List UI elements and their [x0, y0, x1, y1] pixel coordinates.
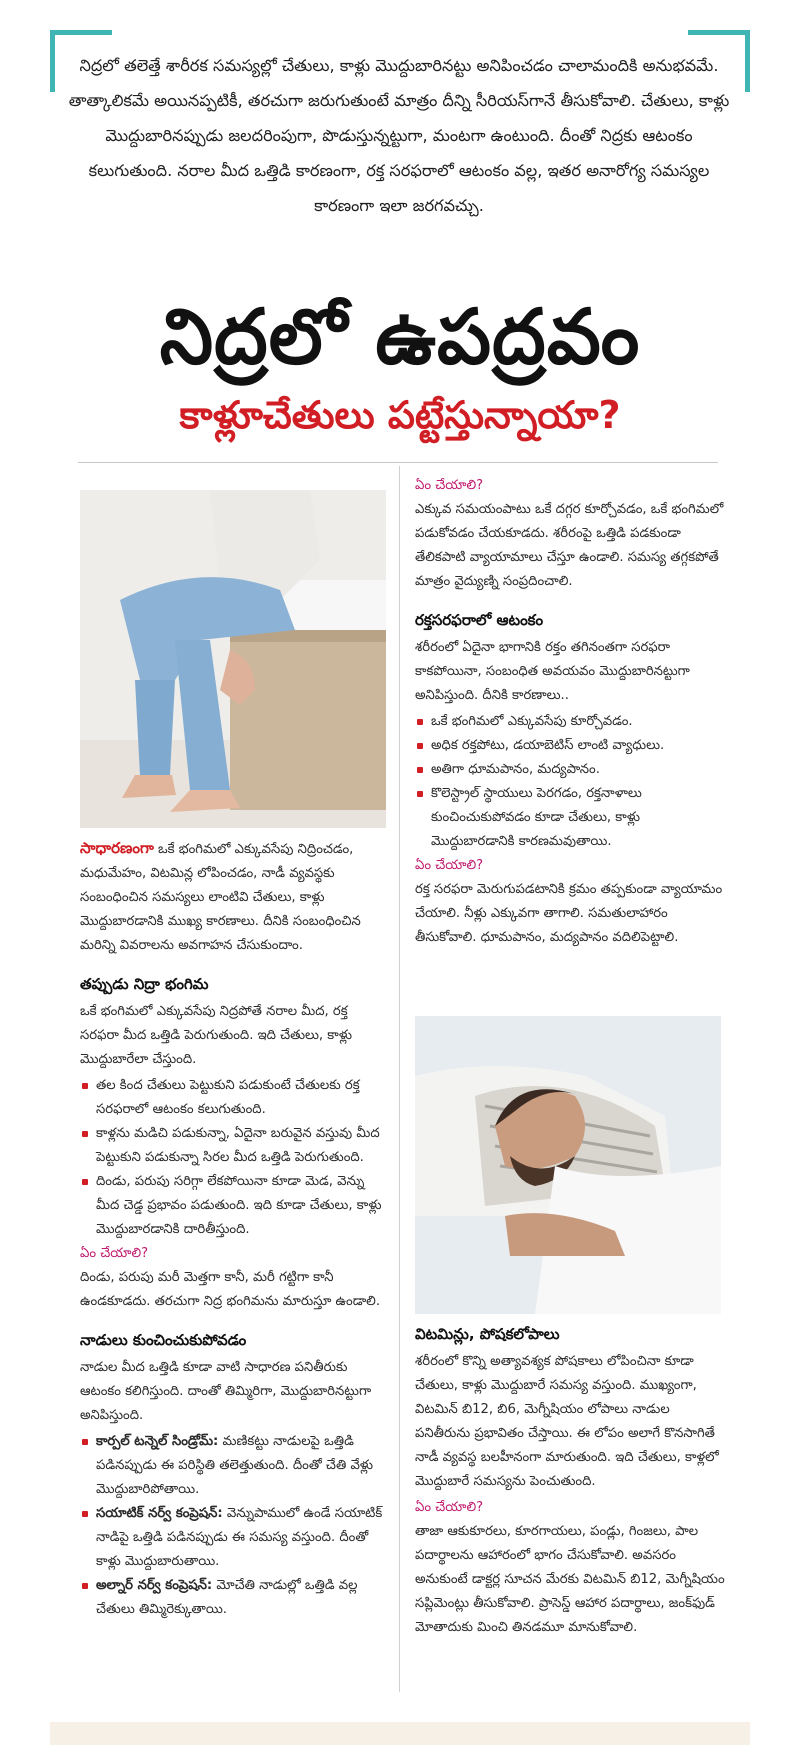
list-item: ఒకే భంగిమలో ఎక్కువసేపు కూర్చోవడం.	[415, 710, 725, 734]
term-text: మోచేతి నాడుల్లో ఒత్తిడి వల్ల చేతులు తిమ్మిరెక్కుతాయి.	[96, 1578, 358, 1617]
photo-man-sleeping	[415, 1016, 721, 1314]
footer-band	[50, 1722, 750, 1745]
list-item: అతిగా ధూమపానం, మద్యపానం.	[415, 758, 725, 782]
section-body-vitamins: శరీరంలో కొన్ని అత్యావశ్యక పోషకాలు లోపించినా కూడా చేతులు, కాళ్లు మొద్దుబారే సమస్య వస్తుంది. ముఖ్యంగా, విటమిన్ బి12, బి6, మెగ్నీషియం లోపాలు నాడుల పనితీరును ప్రభావితం చేస్తాయి. ఈ లోపం అలాగే కొనసాగితే నాడీ వ్యవస్థ బలహీనంగా మారుతుంది. ఇది చేతులు, కాళ్లలో మొద్దుబారే సమస్యను పెంచుతుంది.	[415, 1354, 719, 1489]
left-intro-text: ఒకే భంగిమలో ఎక్కువసేపు నిద్రించడం, మధుమేహం, విటమిన్ల లోపించడం, నాడీ వ్యవస్థకు సంబంధించిన సమస్యలు లాంటివి చేతులు, కాళ్లు మొద్దుబారడానికి ముఖ్య కారణాలు. దీనికి సంబంధించిన మరిన్ని వివరాలను అవగాహన చేసుకుందాం.	[80, 842, 361, 953]
list-item	[80, 1574, 390, 1622]
term-label: కార్పల్ టన్నెల్ సిండ్రోమ్:	[96, 1434, 219, 1449]
term-text: మణికట్టు నాడులపై ఒత్తిడి పడినప్పుడు ఈ పరిస్థితి తలెత్తుతుంది. దీంతో చేతి వేళ్లు మొద్దుబారిపోతాయి.	[96, 1434, 373, 1497]
headline: నిద్రలో ఉపద్రవం	[159, 292, 641, 381]
right-column-lower	[415, 1318, 725, 1642]
what-to-do-label: ఏం చేయాలి?	[80, 1246, 149, 1261]
subheadline: కాళ్లూచేతులు పట్టేస్తున్నాయా?	[179, 393, 621, 437]
section-title-nerve-compression: నాడులు కుంచించుకుపోవడం	[80, 1331, 247, 1349]
blood-supply-bullet-list	[415, 710, 725, 854]
what-to-do-label: ఏం చేయాలి?	[415, 858, 484, 873]
intro-paragraph: నిద్రలో తలెత్తే శారీరక సమస్యల్లో చేతులు, కాళ్లు మొద్దుబారినట్టు అనిపించడం చాలామందికి అనుభవమే. తాత్కాలికమే అయినప్పటికీ, తరచుగా జరుగుతుంటే మాత్రం దీన్ని సీరియస్‌గానే తీసుకోవాలి. చేతులు, కాళ్లు మొద్దుబారినప్పుడు జలదరింపుగా, పొడుస్తున్నట్టుగా, మంటగా ఉంటుంది. దీంతో నిద్రకు ఆటంకం కలుగుతుంది. నరాల మీద ఒత్తిడి కారణంగా, రక్త సరఫరాలో ఆటంకం వల్ల, ఇతర అనారోగ్య సమస్యల కారణంగా ఇలా జరగవచ్చు.	[68, 56, 730, 215]
what-to-do-text: తాజా ఆకుకూరలు, కూరగాయలు, పండ్లు, గింజలు, పాల పదార్థాలను ఆహారంలో భాగం చేసుకోవాలి. అవసరం అనుకుంటే డాక్టర్ల సూచన మేరకు విటమిన్ బి12, మెగ్నీషియం సప్లిమెంట్లు తీసుకోవాలి. ప్రాసెస్డ్ ఆహార పదార్థాలు, జంక్‌ఫుడ్ మోతాదుకు మించి తినడమూ మానుకోవాలి.	[415, 1524, 725, 1635]
left-intro-paragraph	[80, 836, 390, 958]
what-to-do-text: రక్త సరఫరా మెరుగుపడటానికి క్రమం తప్పకుండా వ్యాయామం చేయాలి. నీళ్లు ఎక్కువగా తాగాలి. సమతులాహారం తీసుకోవాలి. ధూమపానం, మద్యపానం వదిలిపెట్టాలి.	[415, 882, 723, 945]
corner-bracket-top-left-h	[50, 30, 112, 35]
list-item: అధిక రక్తపోటు, డయాబెటిస్ లాంటి వ్యాధులు.	[415, 734, 725, 758]
nerve-bullet-list	[80, 1430, 390, 1622]
what-to-do-text: దిండు, పరుపు మరీ మెత్తగా కానీ, మరీ గట్టిగా కానీ ఉండకూడదు. తరచుగా నిద్ర భంగిమను మారుస్తూ ఉండాలి.	[80, 1270, 381, 1309]
corner-bracket-top-left-v	[50, 30, 55, 92]
list-item: తల కింద చేతులు పెట్టుకుని పడుకుంటే చేతులకు రక్త సరఫరాలో ఆటంకం కలుగుతుంది.	[80, 1074, 390, 1122]
section-title-vitamins: విటమిన్లు, పోషకలోపాలు	[415, 1325, 560, 1343]
list-item	[80, 1430, 390, 1502]
list-item: కొలెస్ట్రాల్ స్థాయులు పెరగడం, రక్తనాళాలు కుంచించుకుపోవడం కూడా చేతులు, కాళ్లు మొద్దుబారడానికి కారణమవుతాయి.	[415, 782, 725, 854]
term-label: అల్నార్ నర్వ్ కంప్రెషన్:	[96, 1578, 213, 1593]
term-label: సయాటిక్ నర్వ్ కంప్రెషన్:	[96, 1506, 223, 1521]
posture-bullet-list	[80, 1074, 390, 1242]
section-body-blood-supply: శరీరంలో ఏదైనా భాగానికి రక్తం తగినంతగా సరఫరా కాకపోయినా, సంబంధిత అవయవం మొద్దుబారినట్టుగా అనిపిస్తుంది. దీనికి కారణాలు..	[415, 640, 690, 703]
section-body-nerve-compression: నాడుల మీద ఒత్తిడి కూడా వాటి సాధారణ పనితీరుకు ఆటంకం కలిగిస్తుంది. దాంతో తిమ్మిరిగా, మొద్దుబారినట్టుగా అనిపిస్తుంది.	[80, 1360, 372, 1423]
list-item: దిండు, పరుపు సరిగ్గా లేకపోయినా కూడా మెడ, వెన్ను మీద చెడ్డ ప్రభావం పడుతుంది. ఇది కూడా చేతులు, కాళ్లు మొద్దుబారడానికి దారితీస్తుంది.	[80, 1170, 390, 1242]
photo-leg-numbness	[80, 490, 386, 828]
list-item: కాళ్లను మడిచి పడుకున్నా, ఏదైనా బరువైన వస్తువు మీద పెట్టుకుని పడుకున్నా సిరల మీద ఒత్తిడి పెరుగుతుంది.	[80, 1122, 390, 1170]
list-item	[80, 1502, 390, 1574]
corner-bracket-top-right-v	[745, 30, 750, 92]
lead-word: సాధారణంగా	[80, 839, 154, 857]
corner-bracket-top-right-h	[688, 30, 750, 35]
section-title-blood-supply: రక్తసరఫరాలో ఆటంకం	[415, 611, 544, 629]
column-divider	[399, 466, 400, 1692]
left-column	[80, 836, 390, 1622]
divider-top	[78, 462, 718, 463]
term-text: వెన్నుపాములో ఉండే సయాటిక్ నాడిపై ఒత్తిడి పడినప్పుడు ఈ సమస్య వస్తుంది. దీంతో కాళ్లు మొద్దుబారుతాయి.	[96, 1506, 383, 1569]
what-to-do-label: ఏం చేయాలి?	[415, 478, 484, 493]
what-to-do-label: ఏం చేయాలి?	[415, 1500, 484, 1515]
section-title-wrong-posture: తప్పుడు నిద్రా భంగిమ	[80, 975, 209, 993]
what-to-do-text: ఎక్కువ సమయంపాటు ఒకే దగ్గర కూర్చోవడం, ఒకే భంగిమలో పడుకోవడం చేయకూడదు. శరీరంపై ఒత్తిడి పడకుండా తేలికపాటి వ్యాయామాలు చేస్తూ ఉండాలి. సమస్య తగ్గకపోతే మాత్రం వైద్యుణ్ని సంప్రదించాలి.	[415, 502, 724, 589]
right-column-upper	[415, 474, 725, 952]
section-body-wrong-posture: ఒకే భంగిమలో ఎక్కువసేపు నిద్రపోతే నరాల మీద, రక్త సరఫరా మీద ఒత్తిడి పెరుగుతుంది. ఇది చేతులు, కాళ్లు మొద్దుబారేలా చేస్తుంది.	[80, 1004, 353, 1067]
